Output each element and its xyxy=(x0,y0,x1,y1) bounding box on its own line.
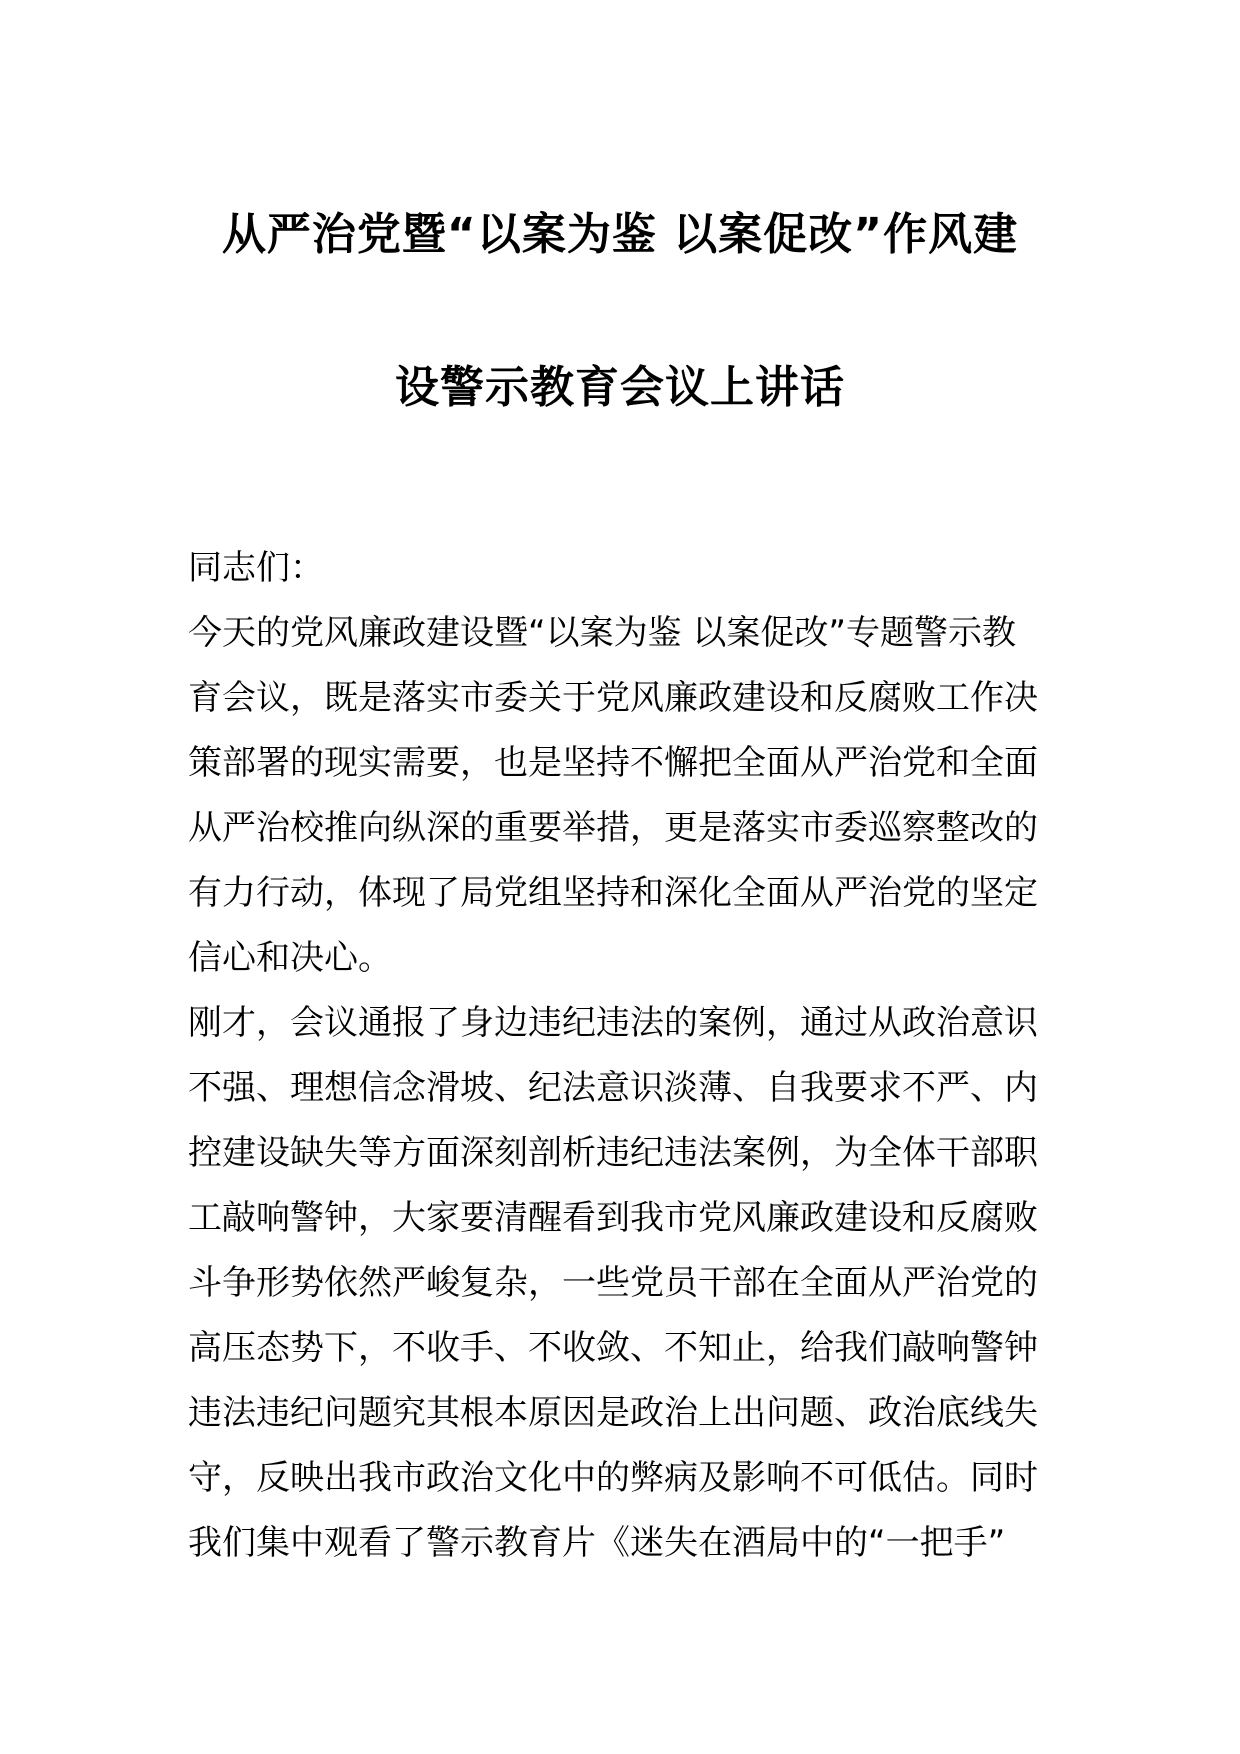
text-line: 刚才，会议通报了身边违纪违法的案例，通过从政治意识 xyxy=(188,1003,1038,1043)
text-line: 从严治校推向纵深的重要举措，更是落实市委巡察整改的 xyxy=(188,808,1038,848)
text-line: 育会议，既是落实市委关于党风廉政建设和反腐败工作决 xyxy=(188,678,1038,718)
text-line: 控建设缺失等方面深刻剖析违纪违法案例，为全体干部职 xyxy=(188,1133,1038,1173)
text-line: 不强、理想信念滑坡、纪法意识淡薄、自我要求不严、内 xyxy=(188,1068,1038,1108)
text-line: 今天的党风廉政建设暨“以案为鉴 以案促改”专题警示教 xyxy=(188,613,1017,653)
text-line: 有力行动，体现了局党组坚持和深化全面从严治党的坚定 xyxy=(188,873,1038,913)
text-line: 策部署的现实需要，也是坚持不懈把全面从严治党和全面 xyxy=(188,743,1038,783)
text-line: 我们集中观看了警示教育片《迷失在酒局中的“一把手” xyxy=(188,1523,1006,1563)
text-line: 斗争形势依然严峻复杂，一些党员干部在全面从严治党的 xyxy=(188,1263,1038,1303)
salutation: 同志们： xyxy=(188,548,324,588)
text-line: 守，反映出我市政治文化中的弊病及影响不可低估。同时 xyxy=(188,1458,1038,1498)
text-line: 信心和决心。 xyxy=(188,938,392,978)
text-line: 违法违纪问题究其根本原因是政治上出问题、政治底线失 xyxy=(188,1393,1038,1433)
document-title-line-1: 从严治党暨“以案为鉴 以案促改”作风建 xyxy=(221,209,1019,260)
text-line: 高压态势下，不收手、不收敛、不知止，给我们敲响警钟 xyxy=(188,1328,1038,1368)
document-title-line-2: 设警示教育会议上讲话 xyxy=(395,362,845,413)
text-line: 工敲响警钟，大家要清醒看到我市党风廉政建设和反腐败 xyxy=(188,1198,1038,1238)
